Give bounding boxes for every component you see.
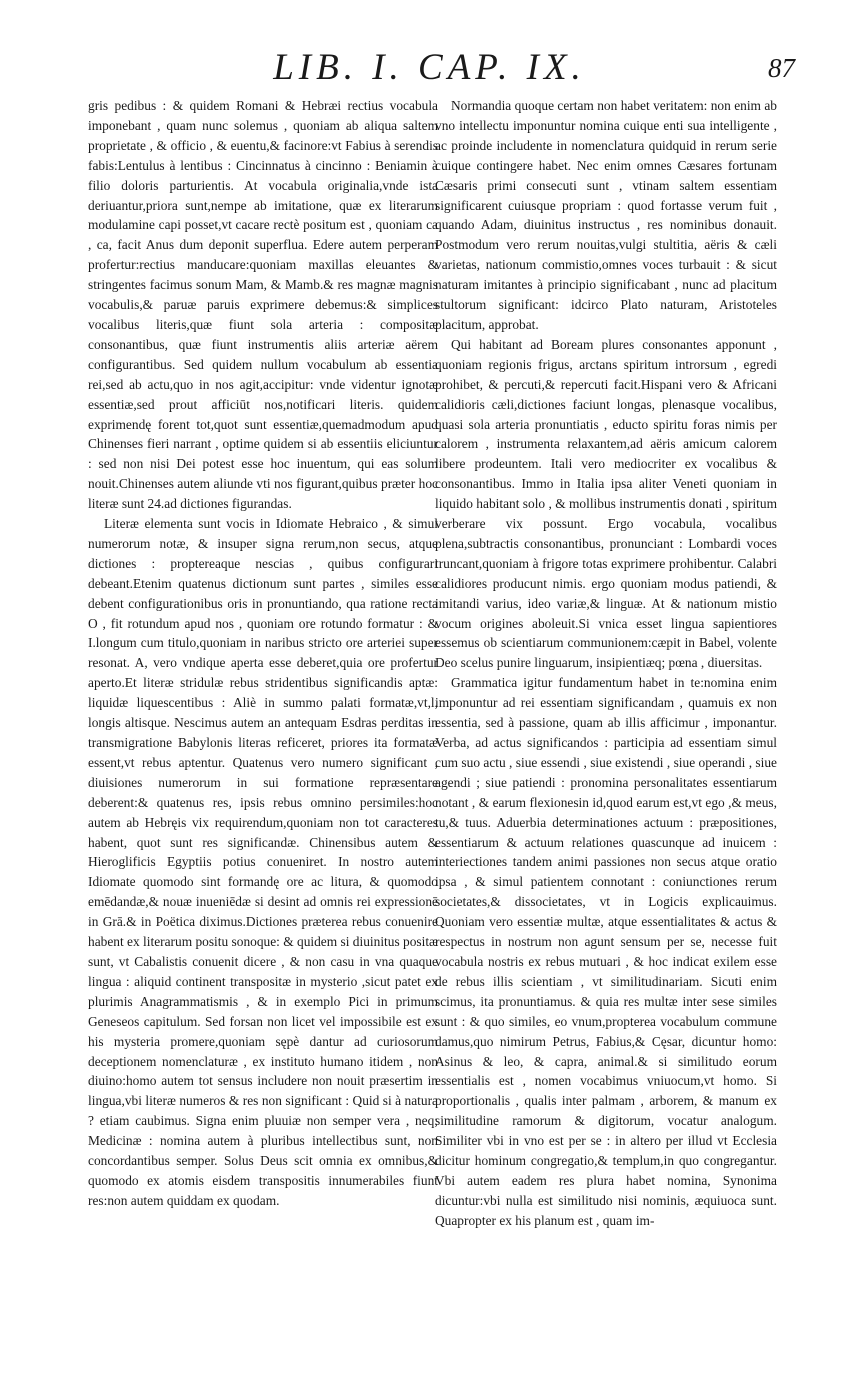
paragraph: gris pedibus : & quidem Romani & Hebræi rectius vocabula imponebant , quam nunc solemus , quoniam ab aliqua saltem proprietate , & officio , & euentu,& facinore:vt Fabius à serendis fabis:Lentulus à lentibus : Cincinnatus à cincinno : Beniamin à filio doloris parturientis. At vocabula originalia,vnde ista deriuantur,priora sunt,nempe ab imitatione, quæ ex literarum modulamine capi posset,vt cacare rectè positum est , quoniam ca , ca, facit Anus dum deponit superflua. Edere autem perperam profertur:rectius manducare:quoniam maxillas eleuantes & stringentes facimus sonum Mam, & Mamb.& res magnæ magnis vocabulis,& paruæ paruis exprimere debemus:& simplices vocalibus literis,quæ fiunt sola arteria : compositæ consonantibus, quæ fiunt instrumentis aliis arteriæ aërem configurantibus. Sed quidem nullum vocabulum ab essentia rei,sed ab actu,quo in nos agit,accipitur: vnde videntur ignotæ essentiæ,sed prout afficiūt nos,notificari literis. quidem exprimendę forent tot,quot sunt essentiæ,quemadmodum apud Chinenses fieri narrant , optime quidem si ab essentiis eliciuntur : sed non nisi Dei potest esse hoc inuentum, qui eas solum nouit.Chinenses autem aliunde vti nos figurant,quibus præter hoc literæ sunt 24.ad dictiones figurandas. — [88, 98, 438, 512]
paragraph: Grammatica igitur fundamentum habet in te:nomina enim imponuntur ad rei essentiam significandam , quamuis ex non essentia, sed à passione, quam ab illis afficimur , imponantur. Verba, ad actus significandos : participia ad essentiam simul cum suo actu , siue essendi , siue existendi , siue operandi , siue agendi ; siue patiendi : pronomina personalitates essentiarum notant , & earum flexionesin id,quod earum est,vt ego ,& meus, tu,& tuus. Aduerbia determinationes actuum : præpositiones, essentiarum & actuum relationes quascunque ad inuicem : interiectiones tandem animi passiones non secus atque oratio ipsa , & simul patientem connotant : coniunctiones rerum societates,& dissocietates, vt in Logicis explicauimus. Quoniam vero essentiæ multæ, atque essentialitates & actus & respectus in nostrum non agunt sensum per se, necesse fuit vocabula nostris ex rebus mutuari , & hoc indicat exilem esse de rebus illis scientiam , vt similitudinariam. Sicuti enim scimus, ita pronuntiamus. & quia res multæ inter sese similes sunt : & quo similes, eo vnum,propterea vocabulum commune damus,quo nimirum Petrus, Fabius,& Cęsar, dicuntur homo: Asinus & leo, & capra, animal.& si similitudo eorum essentialis est , nomen vocabimus vniuocum,vt homo. Si proportionalis , qualis inter palmam , arborem, & manum ex similitudine ramorum & digitorum, vocatur analogum. Similiter vbi in vno est per se : in altero per illud vt Ecclesia dicitur hominum congregatio,& templum,in quo congregantur. Vbi autem eadem res plura habet nomina, Synonima dicuntur:vbi nulla est similitudo nisi nominis, æquiuoca sunt. Quapropter ex his planum est , quam im- — [435, 675, 777, 1228]
right-column — [435, 96, 777, 1231]
running-header — [0, 48, 859, 88]
paragraph: Normandia quoque certam non habet veritatem: non enim ab vno intellectu imponuntur nomina cuique enti sua intelligente , ac proinde includente in nomenclatura quidquid in rerum serie cuique contingere habet. Nec enim omnes Cæsares fortunam Cæsaris primi consecuti sunt , vtinam saltem essentiam significarent cuiusque propriam : quod fortasse verum fuit , quando Adam, diuinitus instructus , res nominibus donauit. Postmodum vero rerum nouitas,vulgi stultitia, aëris & cæli varietas, nationum commistio,omnes voces turbauit : & sicut naturam imitantes à principio significabant , nunc ad placitum stultorum significant: idcirco Plato naturam, Aristoteles placitum, approbat. — [435, 98, 777, 332]
page-number: 87 — [768, 53, 795, 83]
chapter-heading: LIB. I. CAP. IX. — [273, 47, 586, 88]
paragraph: Literæ elementa sunt vocis in Idiomate Hebraico , & simul numerorum notæ, & insuper signa rerum,non secus, atque dictiones : proptereaque nescias , quibus configurari debeant.Etenim quatenus dictionum sunt partes , similes esse debent configurationibus oris in pronuntiando, qua ratione recta O , fit rotundum apud nos , quoniam ore rotundo formatur : & I.longum cum titulo,quoniam in naribus stricto ore arteriei super resonat. A, vero vndique aperta esse deberet,quia ore profertur aperto.Et literæ stridulæ rebus stridentibus significandis aptæ: liquidæ liquescentibus : Aliè in summo palati formatæ,vt,l, longis altisque. Nescimus autem an antequam Esdras perditas in transmigratione Babylonis literas reficeret, priores ita formatæ essent,vt rebus aptentur. Quatenus vero numero significant , diuisiones numerorum in sui formatione repræsentare deberent:& quatenus res, ipsis rebus omnino persimiles:hoc autem ab Hebręis vix requirendum,quoniam non tot caracteres habent, quot sunt res significandæ. Chinensibus autem & Hieroglificis Egyptiis potius conueniret. In nostro autem Idiomate quomodo sint formandę ore ac litura, & quomodo emēdandæ,& nouæ inueniēdæ si desint ad omnis rei expressionē in Grā.& in Poëtica diximus.Dictiones præterea rebus conuenire habent ex literarum positu sonoque: & quidem si diuinitus positæ sunt, vt Cabalistis conuenit dicere , & non casu in vna quaque lingua : aliquid continent transpositæ in mysterio ,sicut patet ex plurimis Anagrammatismis , & in exemplo Pici in primum Geneseos capitulum. Sed forsan non licet vel impossibile est ex his mysteria promere,quoniam sępè dantur ad curiosorum deceptionem nomenclaturæ , ex instituto humano itidem , non diuino:homo autem tot sensus includere non nouit præsertim in lingua,vbi literæ numeros & res non significant : Quid si à natura ? etiam caubimus. Signa enim pluuiæ non semper vera , neq; Medicinæ : nomina autem à pluribus intellectibus sunt, non concordantibus semper. Solus Deus scit omnia ex omnibus,& quomodo ex atomis eisdem transpositis innumerabiles fiunt res:non autem quiddam ex quodam. — [88, 516, 438, 1208]
left-column — [88, 96, 438, 1211]
paragraph: Qui habitant ad Boream plures consonantes apponunt , quoniam regionis frigus, arctans spiritum introrsum , egredi prohibet, & percuti,& repercuti facit.Hispani vero & Africani calidioris cæli,dictiones faciunt longas, plenasque vocalibus, quasi sola arteria pronuntiatis , educto spiritu foras nimis per calorem , instrumenta relaxantem,ad aëris amicum calorem libere prodeuntem. Itali vero mediocriter ex vocalibus & consonantibus. Immo in Italia ipsa aliter Veneti quoniam in liquido habitant solo , & mollibus instrumentis donati , spiritum verberare vix possunt. Ergo vocabula, vocalibus plena,subtractis consonantibus, pronunciant : Lombardi voces truncant,quoniam à frigore totas exprimere prohibentur. Calabri calidiores producunt nimis. ergo quoniam modus patiendi, & imitandi varius, ideo variæ,& linguæ. At & nationum mistio vocum origines aboleuit.Si vnica esset lingua sapientiores essemus ob scientiarum communionem:cæpit in Babel, volente Deo scelus punire linguarum, insipientiæq; pœna , diuersitas. — [435, 336, 777, 671]
